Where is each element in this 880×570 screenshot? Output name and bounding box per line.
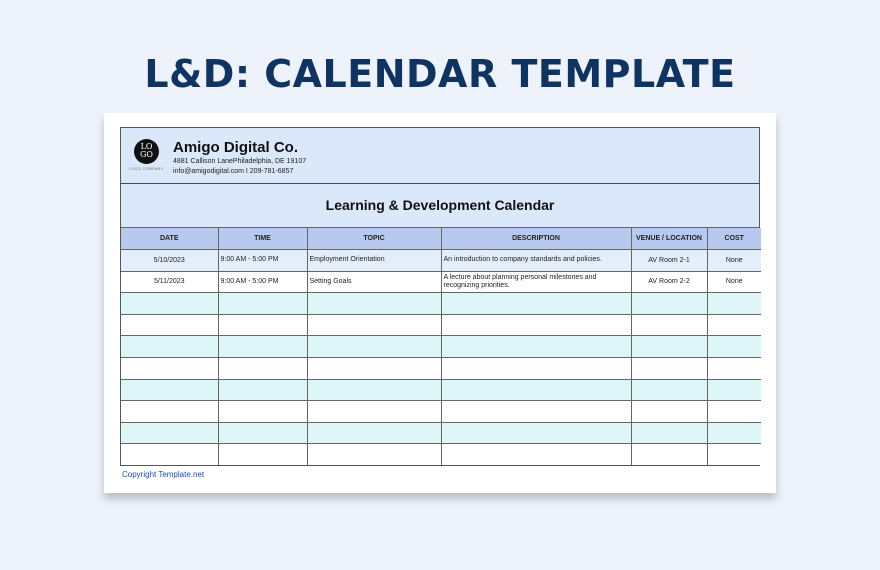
company-header — [121, 128, 759, 184]
page-title: L&D: CALENDAR TEMPLATE — [144, 52, 736, 96]
table-row — [121, 357, 761, 379]
cell-time[interactable] — [218, 314, 307, 336]
cell-date[interactable] — [121, 293, 218, 315]
cell-venue[interactable]: AV Room 2-1 — [631, 250, 707, 272]
table-row — [121, 293, 761, 315]
cell-cost[interactable] — [707, 401, 761, 423]
cell-time[interactable]: 9:00 AM - 5:00 PM — [218, 250, 307, 272]
cell-topic[interactable]: Setting Goals — [307, 271, 441, 293]
cell-venue[interactable] — [631, 422, 707, 444]
cell-date[interactable] — [121, 314, 218, 336]
cell-description[interactable]: A lecture about planning personal milestones and recognizing priorities. — [441, 271, 631, 293]
cell-cost[interactable]: None — [707, 250, 761, 272]
table-row — [121, 401, 761, 423]
cell-time[interactable] — [218, 444, 307, 465]
cell-cost[interactable] — [707, 379, 761, 401]
cell-description[interactable] — [441, 401, 631, 423]
cell-topic[interactable] — [307, 336, 441, 358]
table-row — [121, 444, 761, 465]
cell-topic[interactable] — [307, 293, 441, 315]
copyright-link[interactable]: Copyright Template.net — [122, 470, 205, 479]
cell-cost[interactable]: None — [707, 271, 761, 293]
cell-topic[interactable] — [307, 314, 441, 336]
cell-cost[interactable] — [707, 422, 761, 444]
cell-topic[interactable] — [307, 422, 441, 444]
cell-time[interactable] — [218, 293, 307, 315]
cell-time[interactable] — [218, 379, 307, 401]
cell-date[interactable] — [121, 422, 218, 444]
cell-date[interactable] — [121, 401, 218, 423]
table-row — [121, 314, 761, 336]
calendar-frame — [120, 127, 760, 466]
logo-text-top: LO — [140, 142, 153, 151]
cell-topic[interactable] — [307, 444, 441, 465]
cell-topic[interactable] — [307, 401, 441, 423]
column-header-date: DATE — [121, 228, 218, 250]
calendar-table — [121, 228, 761, 465]
cell-topic[interactable] — [307, 379, 441, 401]
cell-description[interactable] — [441, 444, 631, 465]
table-row — [121, 336, 761, 358]
cell-date[interactable] — [121, 444, 218, 465]
column-header-cost: COST — [707, 228, 761, 250]
cell-description[interactable] — [441, 379, 631, 401]
cell-cost[interactable] — [707, 357, 761, 379]
cell-venue[interactable]: AV Room 2-2 — [631, 271, 707, 293]
cell-time[interactable] — [218, 336, 307, 358]
logo-text-bottom: GO — [140, 150, 153, 159]
cell-time[interactable] — [218, 357, 307, 379]
cell-topic[interactable]: Employment Orientation — [307, 250, 441, 272]
table-row — [121, 250, 761, 272]
table-header-row — [121, 228, 761, 250]
company-address: 4881 Callison LanePhiladelphia, DE 19107 — [173, 158, 307, 165]
cell-description[interactable] — [441, 293, 631, 315]
cell-cost[interactable] — [707, 444, 761, 465]
table-row — [121, 271, 761, 293]
column-header-time: TIME — [218, 228, 307, 250]
cell-time[interactable] — [218, 401, 307, 423]
cell-venue[interactable] — [631, 379, 707, 401]
table-row — [121, 422, 761, 444]
cell-venue[interactable] — [631, 336, 707, 358]
cell-description[interactable] — [441, 357, 631, 379]
cell-date[interactable]: 5/10/2023 — [121, 250, 218, 272]
cell-cost[interactable] — [707, 336, 761, 358]
column-header-venue: VENUE / LOCATION — [631, 228, 707, 250]
cell-description[interactable] — [441, 422, 631, 444]
cell-description[interactable] — [441, 314, 631, 336]
cell-cost[interactable] — [707, 293, 761, 315]
cell-venue[interactable] — [631, 293, 707, 315]
column-header-description: DESCRIPTION — [441, 228, 631, 250]
cell-venue[interactable] — [631, 401, 707, 423]
cell-description[interactable]: An introduction to company standards and policies. — [441, 250, 631, 272]
table-row — [121, 379, 761, 401]
cell-venue[interactable] — [631, 314, 707, 336]
calendar-title: Learning & Development Calendar — [121, 184, 759, 228]
column-header-topic: TOPIC — [307, 228, 441, 250]
cell-date[interactable] — [121, 336, 218, 358]
company-name: Amigo Digital Co. — [173, 139, 298, 156]
cell-topic[interactable] — [307, 357, 441, 379]
cell-date[interactable]: 5/11/2023 — [121, 271, 218, 293]
logo-subtext: LOGO COMPANY — [129, 167, 164, 171]
cell-description[interactable] — [441, 336, 631, 358]
cell-date[interactable] — [121, 357, 218, 379]
cell-time[interactable] — [218, 422, 307, 444]
cell-time[interactable]: 9:00 AM - 5:00 PM — [218, 271, 307, 293]
cell-venue[interactable] — [631, 444, 707, 465]
company-contact: info@amigodigital.com I 209-781-6857 — [173, 168, 294, 175]
calendar-sheet — [104, 113, 776, 493]
cell-venue[interactable] — [631, 357, 707, 379]
cell-date[interactable] — [121, 379, 218, 401]
logo-icon — [134, 139, 159, 164]
cell-cost[interactable] — [707, 314, 761, 336]
